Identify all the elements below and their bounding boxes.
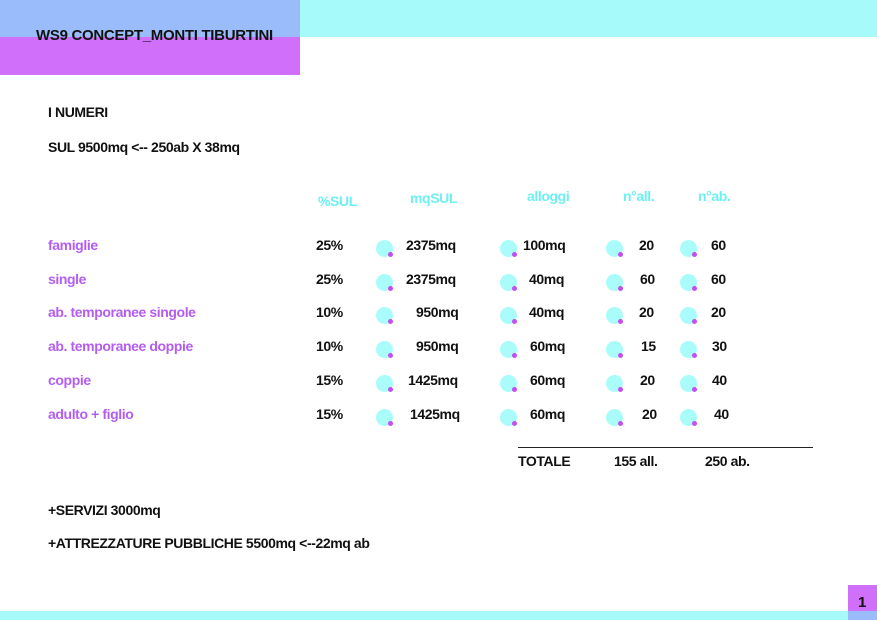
column-header-alloggi: alloggi [527,188,570,204]
row-mq-sul: 950mq [416,338,459,354]
row-n-abitanti: 60 [711,271,726,287]
bullet-dot-icon [376,341,393,358]
bullet-dot-icon [606,409,623,426]
row-mq-sul: 2375mq [406,237,456,253]
page-number-box [848,585,877,620]
column-header-n-ab: n°ab. [698,188,731,204]
row-mq-sul: 2375mq [406,271,456,287]
bullet-dot-icon [606,375,623,392]
row-n-alloggi: 20 [639,237,654,253]
footer-band [0,611,877,620]
page-number-strip [848,611,877,620]
bullet-dot-icon [606,240,623,257]
row-label: ab. temporanee singole [48,304,196,320]
row-alloggio: 40mq [529,304,564,320]
bullet-dot-icon [606,341,623,358]
page-title: WS9 CONCEPT_MONTI TIBURTINI [36,27,273,44]
totals-alloggi: 155 all. [614,453,658,469]
bullet-dot-icon [376,409,393,426]
bullet-dot-icon [606,274,623,291]
row-alloggio: 100mq [523,237,566,253]
row-pct-sul: 10% [316,304,343,320]
row-n-abitanti: 30 [712,338,727,354]
page-number: 1 [858,594,867,611]
bullet-dot-icon [680,240,697,257]
row-pct-sul: 15% [316,406,343,422]
row-n-abitanti: 60 [711,237,726,253]
column-header-pct-sul: %SUL [318,193,357,209]
row-n-alloggi: 20 [639,304,654,320]
bullet-dot-icon [680,274,697,291]
bullet-dot-icon [376,307,393,324]
row-label: famiglie [48,237,98,253]
bullet-dot-icon [606,307,623,324]
row-alloggio: 60mq [530,372,565,388]
row-label: ab. temporanee doppie [48,338,193,354]
row-pct-sul: 25% [316,271,343,287]
row-n-abitanti: 20 [711,304,726,320]
row-n-alloggi: 20 [642,406,657,422]
bullet-dot-icon [500,409,517,426]
row-n-alloggi: 20 [640,372,655,388]
bullet-dot-icon [500,341,517,358]
row-label: adulto + figlio [48,406,134,422]
bullet-dot-icon [500,240,517,257]
section-title: I NUMERI [48,104,108,120]
row-pct-sul: 10% [316,338,343,354]
bullet-dot-icon [680,375,697,392]
column-header-mq-sul: mqSUL [410,190,458,206]
bullet-dot-icon [376,240,393,257]
bullet-dot-icon [500,375,517,392]
row-mq-sul: 950mq [416,304,459,320]
attrezzature-line: +ATTREZZATURE PUBBLICHE 5500mq <--22mq ab [48,535,370,551]
row-label: single [48,271,87,287]
totals-divider [518,447,813,448]
bullet-dot-icon [376,375,393,392]
row-alloggio: 60mq [530,338,565,354]
row-n-alloggi: 15 [641,338,656,354]
column-header-n-all: n°all. [623,188,655,204]
row-mq-sul: 1425mq [410,406,460,422]
totals-abitanti: 250 ab. [705,453,750,469]
sul-formula: SUL 9500mq <-- 250ab X 38mq [48,139,240,155]
row-alloggio: 40mq [529,271,564,287]
row-label: coppie [48,372,91,388]
servizi-line: +SERVIZI 3000mq [48,502,161,518]
row-alloggio: 60mq [530,406,565,422]
bullet-dot-icon [376,274,393,291]
totals-label: TOTALE [518,453,571,469]
bullet-dot-icon [680,409,697,426]
row-n-alloggi: 60 [640,271,655,287]
bullet-dot-icon [680,307,697,324]
bullet-dot-icon [500,274,517,291]
row-n-abitanti: 40 [714,406,729,422]
row-mq-sul: 1425mq [408,372,458,388]
row-pct-sul: 15% [316,372,343,388]
row-pct-sul: 25% [316,237,343,253]
row-n-abitanti: 40 [712,372,727,388]
bullet-dot-icon [500,307,517,324]
bullet-dot-icon [680,341,697,358]
